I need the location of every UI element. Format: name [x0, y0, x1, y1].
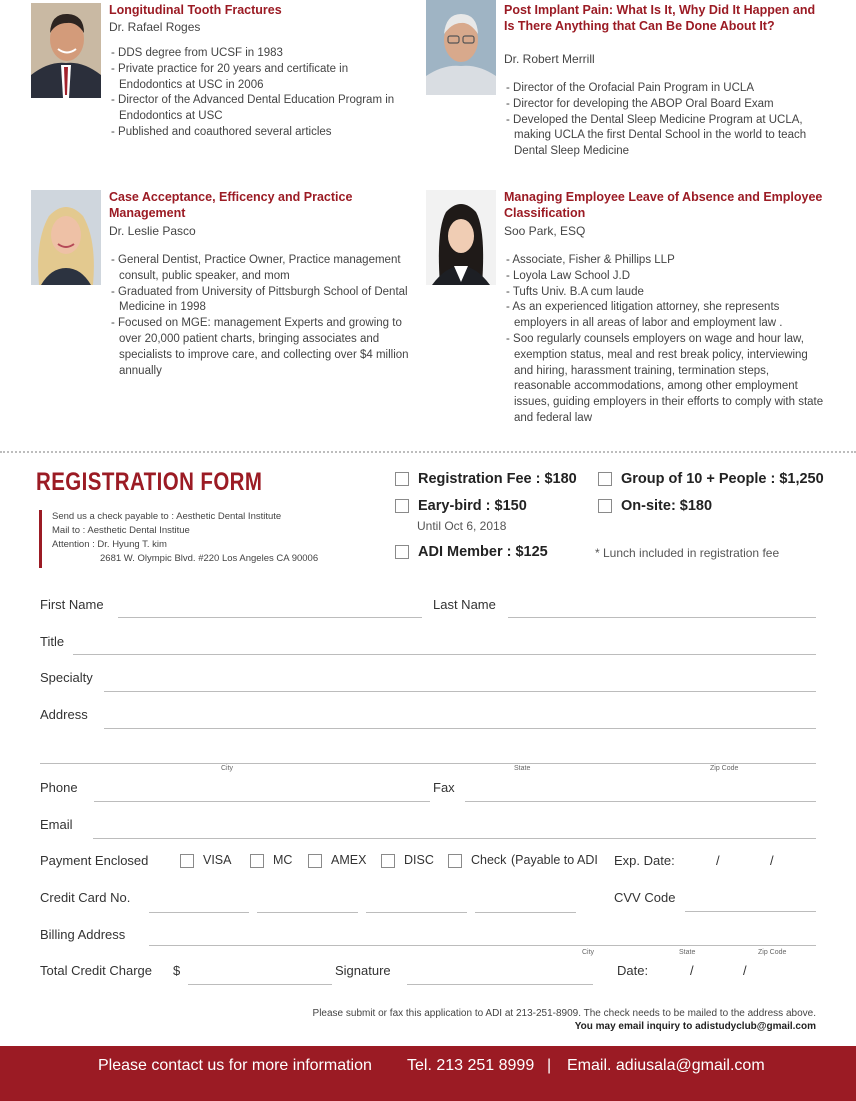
check-label: Check: [471, 853, 507, 867]
billing-address-field[interactable]: [149, 945, 816, 946]
contact-footer: [0, 1046, 856, 1101]
payable-note: (Payable to ADI: [511, 853, 598, 867]
credit-card-label: Credit Card No.: [40, 890, 131, 905]
visa-label: VISA: [203, 853, 232, 867]
exp-date-label: Exp. Date:: [614, 853, 675, 868]
bullet-item: - DDS degree from UCSF in 1983: [109, 46, 409, 62]
bullet-item: - Private practice for 20 years and certificate in Endodontics at USC in 2006: [109, 62, 409, 94]
fee-adi-member-label: ADI Member : $125: [418, 544, 548, 560]
date-label: Date:: [617, 963, 649, 978]
footer-email: Email. adiusala@gmail.com: [567, 1057, 765, 1074]
phone-field[interactable]: [94, 801, 430, 802]
email-field[interactable]: [93, 838, 816, 839]
bullet-item: - Focused on MGE: management Experts and growing to over 20,000 patient charts, bringing associates and specialists to improve care, and collecting over $4 million annually: [109, 316, 414, 379]
payment-option-amex[interactable]: [308, 853, 366, 868]
email-note: You may email inquiry to adistudyclub@gmail.com: [574, 1021, 816, 1032]
billing-state-caption: State: [679, 949, 696, 956]
fee-early-bird-label: Eary-bird : $150: [418, 498, 527, 514]
bullet-item: - Tufts Univ. B.A cum laude: [504, 285, 824, 301]
bullet-item: - Director of the Orofacial Pain Program in UCLA: [504, 81, 824, 97]
title-field[interactable]: [73, 654, 816, 655]
speaker-bullets-roges: [109, 46, 409, 141]
address-label: Address: [40, 707, 88, 722]
signature-field[interactable]: [407, 984, 593, 985]
speaker-name-pasco: Dr. Leslie Pasco: [109, 224, 196, 238]
speaker-title-park: Managing Employee Leave of Absence and Employee Classification: [504, 190, 823, 220]
fax-field[interactable]: [465, 801, 816, 802]
speaker-title-roges: Longitudinal Tooth Fractures: [109, 3, 282, 17]
submit-note: Please submit or fax this application to ADI at 213-251-8909. The check needs to be mailed to the address above.: [312, 1008, 816, 1019]
title-label: Title: [40, 634, 65, 649]
billing-city-caption: City: [582, 949, 595, 956]
card-number-part-1[interactable]: [149, 912, 249, 913]
speaker-photo-pasco: [31, 190, 101, 285]
speaker-bullets-merrill: [504, 81, 824, 160]
bullet-item: - Graduated from University of Pittsburgh School of Dental Medicine in 1998: [109, 285, 414, 317]
total-charge-field[interactable]: [188, 984, 332, 985]
signature-label: Signature: [335, 963, 391, 978]
payment-option-mc[interactable]: [250, 853, 292, 868]
card-number-part-3[interactable]: [366, 912, 467, 913]
mc-label: MC: [273, 853, 293, 867]
billing-address-label: Billing Address: [40, 927, 126, 942]
speaker-name-merrill: Dr. Robert Merrill: [504, 52, 595, 66]
cvv-label: CVV Code: [614, 890, 676, 905]
fee-registration-label: Registration Fee : $180: [418, 471, 577, 487]
date-slash: /: [743, 963, 747, 978]
last-name-field[interactable]: [508, 617, 816, 618]
mc-checkbox[interactable]: [250, 854, 264, 868]
fee-onsite-checkbox[interactable]: [598, 499, 612, 513]
fee-group-checkbox[interactable]: [598, 472, 612, 486]
amex-label: AMEX: [331, 853, 367, 867]
speaker-title-pasco: Case Acceptance, Efficency and Practice Management: [109, 190, 353, 220]
bullet-item: - As an experienced litigation attorney, she represents employers in all areas of labor and employment law .: [504, 300, 824, 332]
first-name-label: First Name: [40, 597, 104, 612]
payment-option-disc[interactable]: [381, 853, 434, 868]
speaker-title-merrill: Post Implant Pain: What Is It, Why Did It Happen and Is There Anything that Can Be Done About It?: [504, 3, 816, 33]
bullet-item: - Published and coauthored several articles: [109, 125, 409, 141]
visa-checkbox[interactable]: [180, 854, 194, 868]
address-field[interactable]: [104, 728, 816, 729]
speaker-photo-merrill: [426, 0, 496, 95]
address-line: Send us a check payable to : Aesthetic Dental Institute: [52, 511, 282, 522]
address-line2-field[interactable]: [40, 763, 816, 764]
early-bird-deadline: Until Oct 6, 2018: [417, 519, 507, 533]
footer-contact-text: Please contact us for more information: [98, 1057, 372, 1074]
fee-onsite-label: On-site: $180: [621, 498, 713, 514]
check-checkbox[interactable]: [448, 854, 462, 868]
fee-early-bird[interactable]: [395, 498, 527, 514]
email-label: Email: [40, 817, 73, 832]
fee-early-bird-checkbox[interactable]: [395, 499, 409, 513]
section-divider: [0, 451, 856, 453]
bullet-item: - Soo regularly counsels employers on wage and hour law, exemption status, meal and rest break policy, interviewing and hiring, harassment training, termination steps, reasonable accommodations, among other employment issues, guiding employers in their efforts to comply with state and federal law: [504, 332, 824, 427]
exp-date-slash: /: [770, 853, 774, 868]
cvv-field[interactable]: [685, 911, 816, 912]
bullet-item: - Associate, Fisher & Phillips LLP: [504, 253, 824, 269]
first-name-field[interactable]: [118, 617, 422, 618]
amex-checkbox[interactable]: [308, 854, 322, 868]
fee-onsite[interactable]: [598, 498, 712, 514]
fee-adi-member-checkbox[interactable]: [395, 545, 409, 559]
fee-registration-checkbox[interactable]: [395, 472, 409, 486]
specialty-label: Specialty: [40, 670, 93, 685]
last-name-label: Last Name: [433, 597, 496, 612]
speaker-bullets-pasco: [109, 253, 414, 379]
disc-label: DISC: [404, 853, 434, 867]
fax-label: Fax: [433, 780, 455, 795]
fee-adi-member[interactable]: [395, 544, 548, 560]
address-line: Attention : Dr. Hyung T. kim: [52, 539, 167, 550]
registration-title: REGISTRATION FORM: [36, 468, 263, 496]
exp-date-slash: /: [716, 853, 720, 868]
total-charge-label: Total Credit Charge: [40, 963, 152, 978]
mailing-address: [39, 510, 318, 568]
speaker-name-park: Soo Park, ESQ: [504, 224, 586, 238]
speaker-photo-roges: [31, 3, 101, 98]
lunch-note: * Lunch included in registration fee: [595, 546, 780, 560]
zip-caption: Zip Code: [710, 765, 739, 772]
dollar-sign: $: [173, 963, 181, 978]
address-line: Mail to : Aesthetic Dental Institue: [52, 525, 190, 536]
footer-phone: Tel. 213 251 8999: [407, 1057, 535, 1074]
date-slash: /: [690, 963, 694, 978]
bullet-item: - Director for developing the ABOP Oral Board Exam: [504, 97, 824, 113]
fee-group-label: Group of 10 + People : $1,250: [621, 471, 824, 487]
payment-enclosed-label: Payment Enclosed: [40, 853, 149, 868]
speaker-photo-park: [426, 190, 496, 285]
payment-option-check[interactable]: [448, 853, 506, 868]
bullet-item: - Loyola Law School J.D: [504, 269, 824, 285]
footer-separator: |: [547, 1057, 552, 1074]
fee-group[interactable]: [598, 471, 824, 487]
bullet-item: - Developed the Dental Sleep Medicine Program at UCLA, making UCLA the first Dental School in the world to teach Dental Sleep Medicine: [504, 113, 824, 160]
disc-checkbox[interactable]: [381, 854, 395, 868]
card-number-part-4[interactable]: [475, 912, 576, 913]
phone-label: Phone: [40, 780, 78, 795]
billing-zip-caption: Zip Code: [758, 949, 787, 956]
state-caption: State: [514, 765, 531, 772]
city-caption: City: [221, 765, 234, 772]
card-number-part-2[interactable]: [257, 912, 358, 913]
specialty-field[interactable]: [104, 691, 816, 692]
bullet-item: - Director of the Advanced Dental Education Program in Endodontics at USC: [109, 93, 409, 125]
fee-registration[interactable]: [395, 471, 577, 487]
address-line: 2681 W. Olympic Blvd. #220 Los Angeles CA 90006: [100, 553, 319, 564]
bullet-item: - General Dentist, Practice Owner, Practice management consult, public speaker, and mom: [109, 253, 414, 285]
payment-option-visa[interactable]: [180, 853, 232, 868]
speaker-name-roges: Dr. Rafael Roges: [109, 20, 201, 34]
speaker-bullets-park: [504, 253, 824, 427]
